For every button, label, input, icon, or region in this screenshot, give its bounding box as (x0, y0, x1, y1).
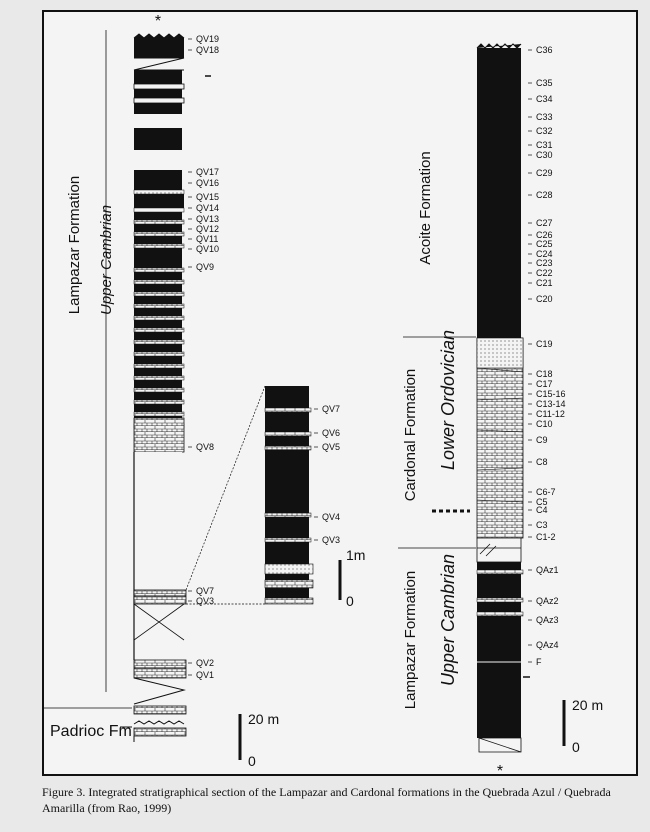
padrioc-formation-label: Padrioc Fm (50, 723, 132, 740)
sample-label: C31 (536, 140, 553, 150)
sample-label: QV13 (196, 214, 220, 224)
sample-label: C34 (536, 94, 553, 104)
sample-label: QV1 (196, 670, 215, 680)
sample-label: QAz2 (536, 596, 559, 606)
sample-label: QV9 (196, 262, 215, 272)
sample-label: C9 (536, 435, 548, 445)
sample-label: QV3 (196, 596, 215, 606)
sample-label: C1-2 (536, 532, 556, 542)
sample-label: QV19 (196, 34, 220, 44)
sample-label: QV6 (322, 428, 341, 438)
sample-label: QAz1 (536, 565, 559, 575)
sample-label: C22 (536, 268, 553, 278)
sample-label: QV3 (322, 535, 341, 545)
sample-label: QV4 (322, 512, 341, 522)
sample-label: QV2 (196, 658, 215, 668)
sample-label: QV7 (322, 404, 341, 414)
sample-label: C10 (536, 419, 553, 429)
sample-label: QV5 (322, 442, 341, 452)
left-column (134, 34, 211, 742)
right-bottom-marker: * (496, 763, 504, 780)
figure-caption: Figure 3. Integrated stratigraphical section of the Lampazar and Cardonal formations in the Quebrada Azul / Quebrada Amarilla (from Rao, 1999) (42, 785, 611, 815)
sample-label: C18 (536, 369, 553, 379)
left-scale-zero: 0 (248, 753, 256, 769)
sample-label: C28 (536, 190, 553, 200)
sample-label: QAz3 (536, 615, 559, 625)
sample-label: QV11 (196, 234, 219, 244)
sample-label: C3 (536, 520, 548, 530)
sample-label: C36 (536, 45, 553, 55)
sample-label: QV17 (196, 167, 220, 177)
middle-scale-value: 1m (346, 547, 366, 563)
sample-label: C21 (536, 278, 553, 288)
sample-label: C23 (536, 258, 553, 268)
cardonal-formation-label: Cardonal Formation (402, 368, 419, 502)
left-formation-label: Lampazar Formation (66, 175, 83, 315)
left-age-label: Upper Cambrian (98, 204, 115, 316)
sample-label: QV8 (196, 442, 215, 452)
sample-label: C25 (536, 239, 553, 249)
sample-label: C6-7 (536, 487, 556, 497)
sample-label: QV12 (196, 224, 220, 234)
sample-label: C11-12 (536, 409, 565, 419)
right-sample-labels (528, 45, 566, 667)
upper-cambrian-right-label: Upper Cambrian (438, 553, 458, 687)
left-scale-value: 20 m (248, 711, 280, 727)
sample-label: C17 (536, 379, 553, 389)
sample-label: C4 (536, 505, 548, 515)
sample-label: C33 (536, 112, 553, 122)
sample-label: C19 (536, 339, 553, 349)
sample-label: C32 (536, 126, 553, 136)
sample-label: C8 (536, 457, 548, 467)
sample-label: C30 (536, 150, 553, 160)
sample-label: QV7 (196, 586, 215, 596)
sample-label: QV15 (196, 192, 220, 202)
sample-label: C29 (536, 168, 553, 178)
sample-label: C20 (536, 294, 553, 304)
sample-label: C24 (536, 249, 553, 259)
sample-label: QV18 (196, 45, 220, 55)
lampazar-formation-right-label: Lampazar Formation (402, 570, 419, 710)
right-column (477, 44, 530, 752)
right-scale-zero: 0 (572, 739, 580, 755)
middle-sample-labels (314, 404, 340, 545)
sample-label: C13-14 (536, 399, 566, 409)
left-top-marker: * (154, 13, 162, 30)
sample-label: QV10 (196, 244, 220, 254)
sample-label: QV14 (196, 203, 220, 213)
sample-label: C26 (536, 230, 553, 240)
right-scale-value: 20 m (572, 697, 604, 713)
lower-ordovician-label: Lower Ordovician (438, 329, 458, 471)
middle-scale-zero: 0 (346, 593, 354, 609)
sample-label: QV16 (196, 178, 220, 188)
sample-label: F (536, 657, 542, 667)
sample-label: C27 (536, 218, 553, 228)
acoite-formation-label: Acoite Formation (417, 151, 434, 265)
left-sample-labels (188, 34, 219, 680)
sample-label: QAz4 (536, 640, 559, 650)
sample-label: C15-16 (536, 389, 566, 399)
sample-label: C5 (536, 497, 548, 507)
middle-column (265, 386, 313, 604)
sample-label: C35 (536, 78, 553, 88)
